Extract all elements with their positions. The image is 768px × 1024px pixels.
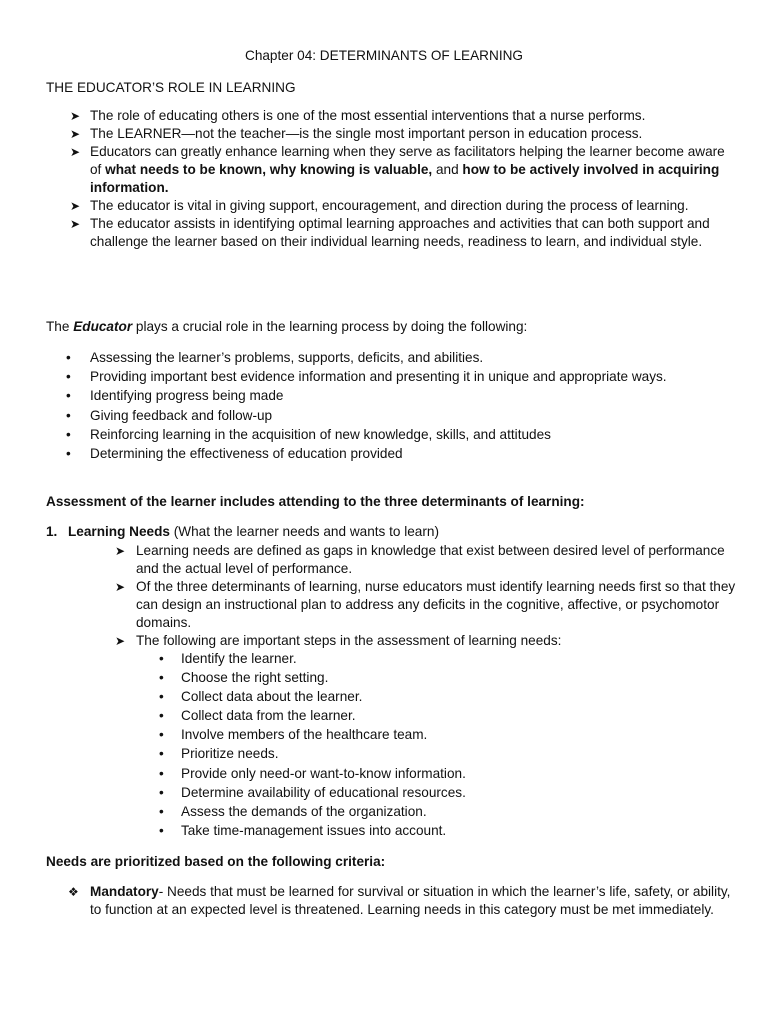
- learning-needs-step-text: Collect data about the learner.: [181, 689, 363, 705]
- arrow-bullet-icon: ➤: [70, 199, 81, 213]
- role-point-text: The LEARNER—not the teacher—is the single most important person in education process.: [90, 126, 643, 141]
- learning-needs-title: Learning Needs: [68, 524, 170, 539]
- educator-task-text: Reinforcing learning in the acquisition of new knowledge, skills, and attitudes: [90, 426, 551, 442]
- role-point: [46, 107, 736, 125]
- round-bullet-icon: •: [159, 670, 164, 686]
- section-heading: THE EDUCATOR’S ROLE IN LEARNING: [46, 80, 296, 95]
- educator-intro-after: plays a crucial role in the learning process by doing the following:: [132, 319, 528, 334]
- educator-task-item: [46, 368, 736, 386]
- learning-needs-step: [46, 822, 736, 840]
- round-bullet-icon: •: [66, 369, 71, 385]
- educator-tasks-list: [46, 349, 736, 463]
- educator-intro-before: The: [46, 319, 74, 334]
- learning-needs-step-text: Provide only need-or want-to-know information.: [181, 765, 466, 781]
- educator-intro-emphasis: Educator: [73, 319, 133, 334]
- round-bullet-icon: •: [159, 784, 164, 800]
- round-bullet-icon: •: [66, 426, 71, 442]
- learning-needs-step-text: Determine availability of educational resources.: [181, 784, 466, 800]
- learning-needs-step-text: Identify the learner.: [181, 651, 297, 666]
- role-point-emphasis: what needs to be known, why knowing is valuable,: [105, 162, 433, 177]
- round-bullet-icon: •: [159, 803, 164, 819]
- learning-needs-steps-section: [46, 650, 736, 841]
- educator-task-item: [46, 387, 736, 405]
- arrow-bullet-icon: ➤: [115, 634, 126, 648]
- role-point: [46, 143, 736, 197]
- learning-needs-steps-list: [46, 650, 736, 840]
- educator-task-text: Providing important best evidence information and presenting it in unique and appropriate ways.: [90, 369, 667, 385]
- learning-needs-step: [46, 650, 736, 668]
- assessment-heading: Assessment of the learner includes attending to the three determinants of learning:: [46, 494, 585, 509]
- role-points-section: [46, 107, 736, 251]
- round-bullet-icon: •: [159, 651, 164, 666]
- educator-task-item: [46, 407, 736, 425]
- arrow-bullet-icon: ➤: [115, 580, 126, 594]
- learning-needs-step-text: Prioritize needs.: [181, 746, 279, 762]
- criteria-definition: - Needs that must be learned for survival or situation in which the learner’s life, safety, or ability, to function at an expected level is threatened. Learning needs in this category must be met immediately.: [90, 884, 731, 917]
- arrow-bullet-icon: ➤: [70, 145, 81, 159]
- criteria-list: [46, 883, 736, 919]
- role-point: [46, 125, 736, 143]
- round-bullet-icon: •: [66, 445, 71, 461]
- learning-needs-point-text: Of the three determinants of learning, nurse educators must identify learning needs first so that they can design an instructional plan to address any deficits in the cognitive, affective, or psychomotor domains.: [136, 579, 736, 630]
- role-point-emphasis: how to be actively involved in acquiring information.: [90, 162, 720, 195]
- learning-needs-step: [46, 707, 736, 725]
- learning-needs-point: [46, 578, 736, 632]
- learning-needs-title-line: [68, 523, 439, 541]
- round-bullet-icon: •: [66, 388, 71, 404]
- educator-task-text: Determining the effectiveness of education provided: [90, 445, 403, 461]
- learning-needs-step-text: Choose the right setting.: [181, 670, 329, 686]
- arrow-bullet-icon: ➤: [70, 127, 81, 141]
- role-point-text: Educators can greatly enhance learning when they serve as facilitators helping the learner become aware of: [90, 144, 725, 177]
- round-bullet-icon: •: [159, 727, 164, 743]
- round-bullet-icon: •: [159, 708, 164, 724]
- educator-tasks-section: [46, 349, 736, 464]
- learning-needs-step: [46, 765, 736, 783]
- learning-needs-points-list: [46, 542, 736, 650]
- learning-needs-step: [46, 745, 736, 763]
- round-bullet-icon: •: [159, 822, 164, 838]
- educator-task-item: [46, 349, 736, 367]
- educator-task-item: [46, 426, 736, 444]
- learning-needs-point-text: The following are important steps in the assessment of learning needs:: [136, 633, 562, 648]
- round-bullet-icon: •: [159, 689, 164, 705]
- role-point: [46, 215, 736, 251]
- learning-needs-point: [46, 542, 736, 578]
- learning-needs-step: [46, 784, 736, 802]
- criteria-section: [46, 883, 736, 919]
- role-point-text: The educator is vital in giving support, encouragement, and direction during the process of learning.: [90, 198, 689, 213]
- learning-needs-subtitle: (What the learner needs and wants to learn): [169, 524, 439, 539]
- learning-needs-step: [46, 726, 736, 744]
- criteria-item: [46, 883, 736, 919]
- round-bullet-icon: •: [66, 407, 71, 423]
- diamond-bullet-icon: ❖: [68, 885, 79, 899]
- educator-task-text: Identifying progress being made: [90, 388, 284, 404]
- learning-needs-step: [46, 688, 736, 706]
- learning-needs-step-text: Collect data from the learner.: [181, 708, 356, 724]
- role-point-text: and: [432, 162, 463, 177]
- round-bullet-icon: •: [66, 350, 71, 365]
- criteria-heading: Needs are prioritized based on the following criteria:: [46, 854, 386, 869]
- role-point-text: The role of educating others is one of the most essential interventions that a nurse performs.: [90, 108, 646, 123]
- educator-task-text: Giving feedback and follow-up: [90, 407, 273, 423]
- round-bullet-icon: •: [159, 765, 164, 781]
- arrow-bullet-icon: ➤: [70, 217, 81, 231]
- round-bullet-icon: •: [159, 746, 164, 762]
- educator-task-item: [46, 445, 736, 463]
- learning-needs-step: [46, 803, 736, 821]
- arrow-bullet-icon: ➤: [115, 544, 126, 558]
- learning-needs-step-text: Involve members of the healthcare team.: [181, 727, 428, 743]
- arrow-bullet-icon: ➤: [70, 109, 81, 123]
- page-title: Chapter 04: DETERMINANTS OF LEARNING: [245, 48, 523, 63]
- learning-needs-points-section: [46, 542, 736, 650]
- learning-needs-number: 1.: [46, 524, 58, 539]
- role-point-text: The educator assists in identifying optimal learning approaches and activities that can both support and challenge the learner based on their individual learning needs, readiness to learn, and individual style.: [90, 216, 710, 249]
- learning-needs-step: [46, 669, 736, 687]
- educator-intro: [46, 318, 736, 336]
- learning-needs-point: [46, 632, 736, 650]
- criteria-term: Mandatory: [90, 884, 159, 899]
- role-point: [46, 197, 736, 215]
- learning-needs-step-text: Assess the demands of the organization.: [181, 803, 427, 819]
- educator-task-text: Assessing the learner’s problems, supports, deficits, and abilities.: [90, 350, 484, 365]
- learning-needs-point-text: Learning needs are defined as gaps in knowledge that exist between desired level of performance and the actual level of performance.: [136, 543, 725, 576]
- learning-needs-step-text: Take time-management issues into account.: [181, 822, 447, 838]
- role-points-list: [46, 107, 736, 251]
